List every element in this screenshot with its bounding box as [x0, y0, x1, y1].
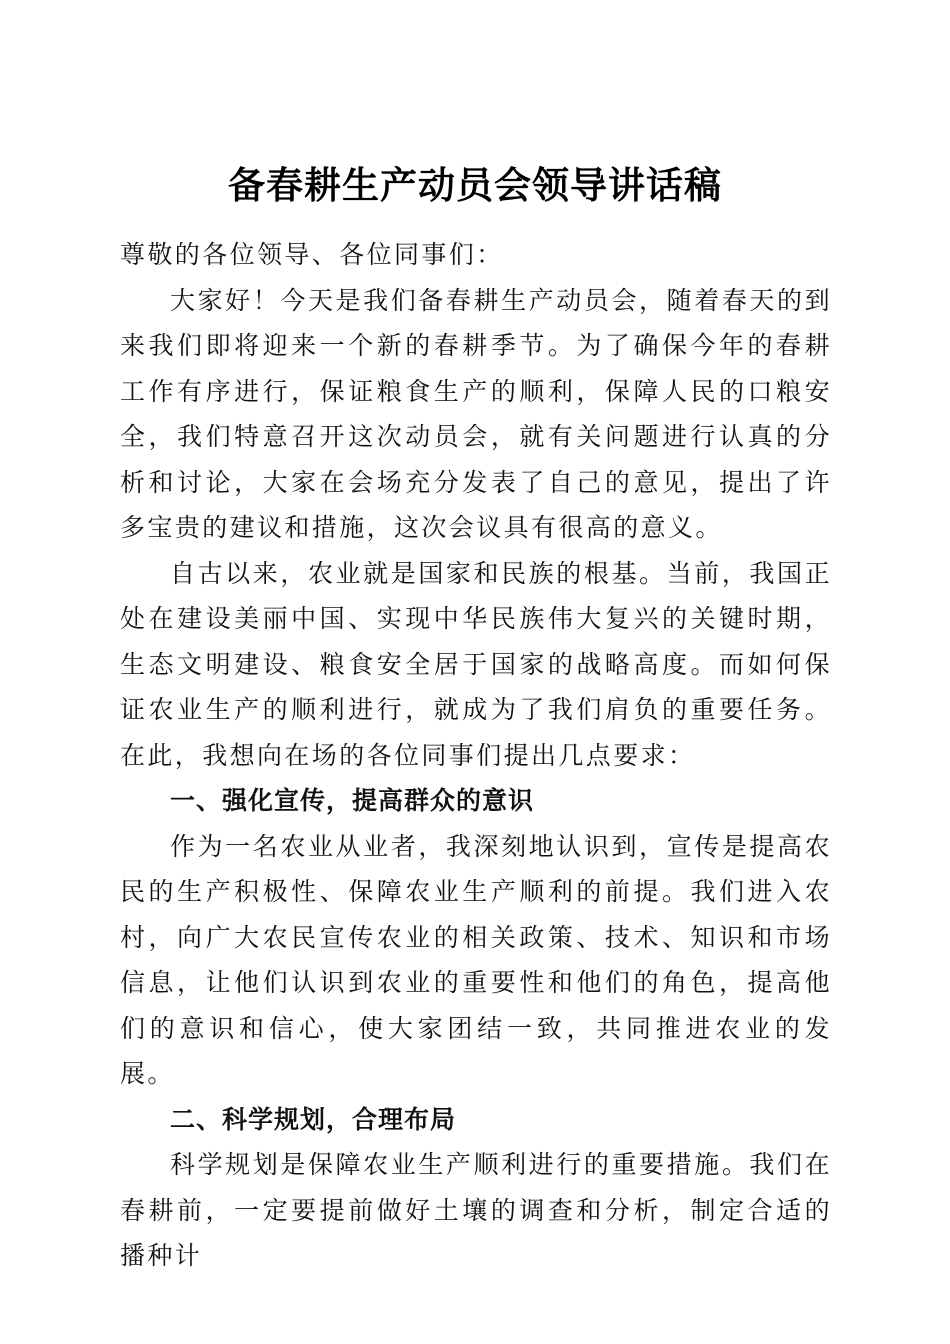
document-title: 备春耕生产动员会领导讲话稿: [228, 162, 722, 207]
salutation: 尊敬的各位领导、各位同事们：: [120, 240, 504, 269]
paragraph-opening: 大家好！今天是我们备春耕生产动员会，随着春天的到来我们即将迎来一个新的春耕季节。为了确保今年的春耕工作有序进行，保证粮食生产的顺利，保障人民的口粮安全，我们特意召开这次动员会，就有关问题进行认真的分析和讨论，大家在会场充分发表了自己的意见，提出了许多宝贵的建议和措施，这次会议具有很高的意义。: [120, 285, 832, 542]
section-heading-2: 二、科学规划，合理布局: [170, 1104, 457, 1134]
paragraph-agriculture-foundation: 自古以来，农业就是国家和民族的根基。当前，我国正处在建设美丽中国、实现中华民族伟大复兴的关键时期，生态文明建设、粮食安全居于国家的战略高度。而如何保证农业生产的顺利进行，就成为了我们肩负的重要任务。在此，我想向在场的各位同事们提出几点要求：: [120, 558, 832, 770]
paragraph-planning: 科学规划是保障农业生产顺利进行的重要措施。我们在春耕前，一定要提前做好土壤的调查和分析，制定合适的播种计: [120, 1150, 832, 1270]
paragraph-publicity: 作为一名农业从业者，我深刻地认识到，宣传是提高农民的生产积极性、保障农业生产顺利的前提。我们进入农村，向广大农民宣传农业的相关政策、技术、知识和市场信息，让他们认识到农业的重要性和他们的角色，提高他们的意识和信心，使大家团结一致，共同推进农业的发展。: [120, 831, 832, 1088]
document-body: [120, 232, 832, 1279]
section-heading-1: 一、强化宣传，提高群众的意识: [170, 786, 535, 815]
